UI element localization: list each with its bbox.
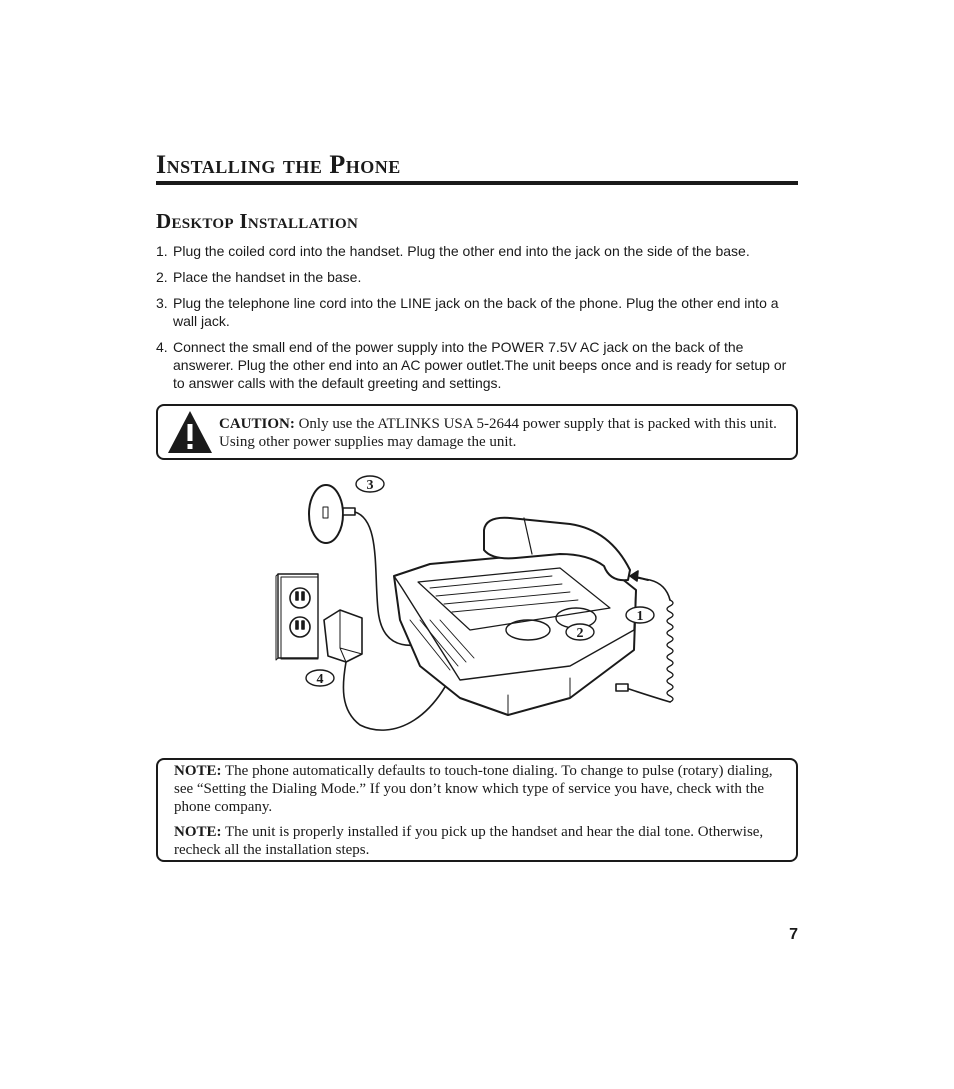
title-rule — [156, 181, 798, 185]
note-paragraph — [174, 762, 784, 816]
installation-illustration — [270, 470, 700, 750]
section-heading: Desktop Installation — [156, 209, 359, 233]
note-paragraph — [174, 823, 784, 859]
step-text: Plug the telephone line cord into the LINE jack on the back of the phone. Plug the other end into a wall jack. — [173, 295, 779, 329]
note-text: The unit is properly installed if you pick up the handset and hear the dial tone. Otherwise, recheck all the installation steps. — [174, 824, 764, 858]
note-text: The phone automatically defaults to touch-tone dialing. To change to pulse (rotary) dialing, see “Setting the Dialing Mode.” If you don’t know which type of service you have, check with the phone company. — [174, 763, 773, 815]
step-text: Connect the small end of the power supply into the POWER 7.5V AC jack on the back of the answerer. Plug the other end into an AC power outlet.The unit beeps once and is ready for setup or to answer calls with the default greeting and settings. — [173, 339, 787, 391]
caution-body: Only use the ATLINKS USA 5-2644 power supply that is packed with this unit. Using other power supplies may damage the unit. — [219, 416, 777, 450]
caution-label: CAUTION: — [219, 416, 295, 432]
callout-4: 4 — [316, 672, 324, 687]
callout-2: 2 — [576, 626, 584, 641]
step-number: 4. — [156, 339, 168, 355]
step-number: 1. — [156, 243, 168, 259]
note-box — [156, 758, 798, 862]
caution-text — [219, 415, 789, 451]
step-item — [156, 338, 798, 392]
caution-box — [156, 404, 798, 460]
step-text: Plug the coiled cord into the handset. Plug the other end into the jack on the side of the base. — [173, 243, 750, 259]
step-item — [156, 294, 798, 330]
callout-3: 3 — [366, 478, 374, 493]
installation-steps — [156, 242, 798, 400]
step-number: 2. — [156, 269, 168, 285]
step-number: 3. — [156, 295, 168, 311]
callout-1: 1 — [636, 609, 644, 624]
step-item — [156, 268, 798, 286]
step-item — [156, 242, 798, 260]
page-title: Installing the Phone — [156, 150, 401, 179]
note-label: NOTE: — [174, 824, 222, 840]
note-label: NOTE: — [174, 763, 222, 779]
warning-triangle-icon — [166, 409, 214, 455]
page-number: 7 — [789, 926, 798, 943]
step-text: Place the handset in the base. — [173, 269, 362, 285]
